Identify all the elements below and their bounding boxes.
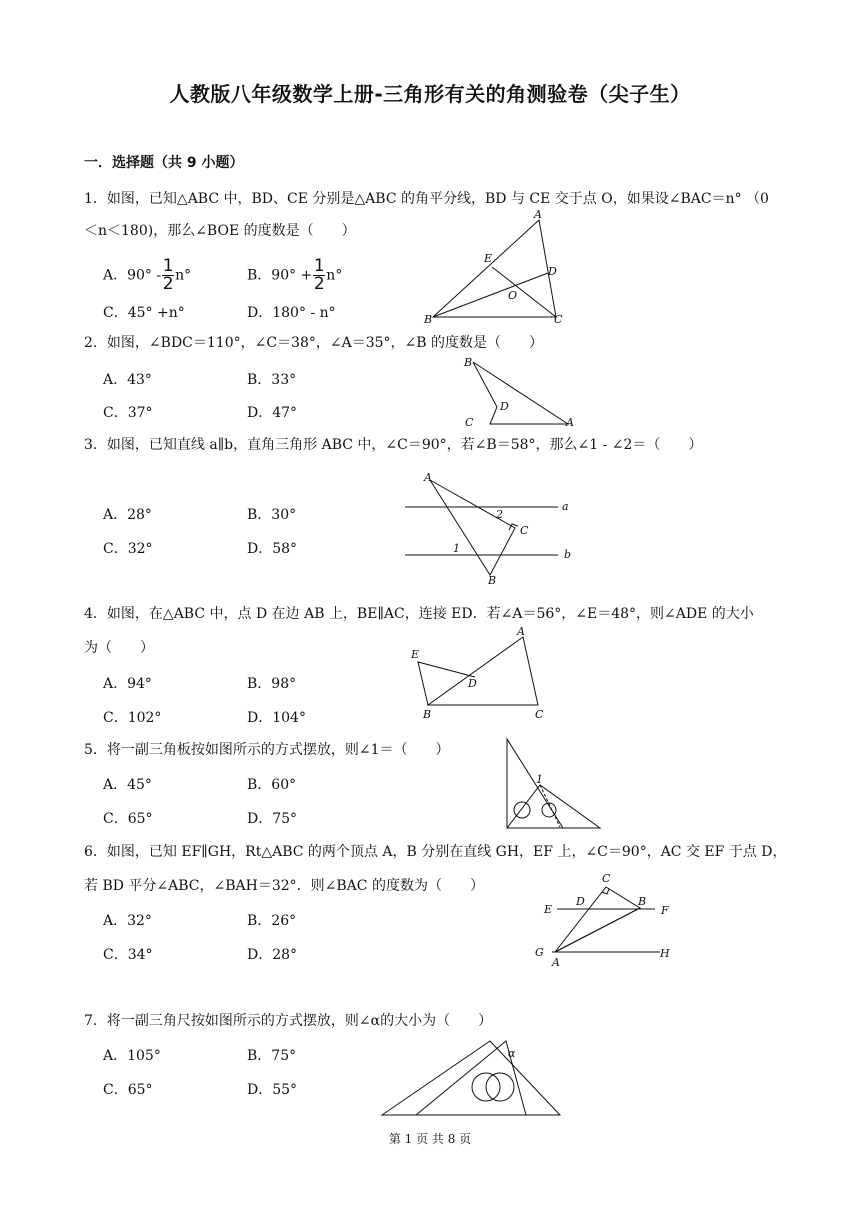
q6-label-g: G: [535, 946, 544, 959]
question-6-line-2: 若 BD 平分∠ABC，∠BAH＝32°．则∠BAC 的度数为（ ）: [84, 878, 484, 894]
q2-label-c: C: [465, 416, 474, 429]
q1-option-a: A．90° - $\frac{1}{2}$ n°: [103, 256, 192, 294]
question-7-line-1: 7．将一副三角尺按如图所示的方式摆放，则∠α的大小为（ ）: [84, 1013, 493, 1029]
q4-label-c: C: [535, 708, 544, 721]
q1-option-c: C．45° +n°: [103, 305, 185, 321]
q6-option-b: B．26°: [247, 913, 297, 929]
q5-option-d: D．75°: [247, 811, 298, 827]
q6-label-a: A: [552, 956, 560, 969]
q5-option-c: C．65°: [103, 811, 153, 827]
q2-label-d: D: [500, 400, 509, 413]
q1-label-c: C: [554, 313, 563, 326]
q3-label-a: A: [424, 471, 432, 484]
q6-figure: [530, 865, 690, 969]
question-2-line-1: 2．如图，∠BDC＝110°，∠C＝38°，∠A＝35°，∠B 的度数是（ ）: [84, 335, 543, 351]
q3-label-line-a: a: [562, 500, 569, 513]
q4-option-a: A．94°: [103, 676, 152, 692]
q4-label-d: D: [468, 677, 477, 690]
q1-label-o: O: [508, 289, 518, 302]
q6-label-b: B: [638, 895, 647, 908]
q1-figure: [420, 205, 580, 325]
q7-option-b: B．75°: [247, 1048, 297, 1064]
q2-figure: [460, 352, 580, 432]
q3-figure: [400, 470, 580, 590]
q5-figure: [500, 735, 610, 835]
page-footer: 第 1 页 共 8 页: [388, 1132, 472, 1146]
q3-option-c: C．32°: [103, 541, 153, 557]
question-3-line-1: 3．如图，已知直线 a∥b，直角三角形 ABC 中，∠C＝90°，若∠B＝58°，那么∠1 - ∠2＝（ ）: [84, 437, 703, 453]
q3-option-a: A．28°: [103, 507, 152, 523]
q1-label-d: D: [548, 265, 557, 278]
question-4-line-1: 4．如图，在△ABC 中，点 D 在边 AB 上，BE∥AC，连接 ED．若∠A＝56°，∠E＝48°，则∠ADE 的大小: [84, 606, 754, 622]
q1-label-a: A: [534, 208, 542, 221]
q7-label-alpha: α: [508, 1047, 516, 1060]
q3-label-angle-1: 1: [453, 542, 460, 555]
q6-option-d: D．28°: [247, 947, 298, 963]
q7-option-a: A．105°: [103, 1048, 161, 1064]
q3-label-line-b: b: [564, 548, 572, 561]
q6-label-h: H: [660, 947, 670, 960]
q3-label-c: C: [520, 524, 529, 537]
page-title: 人教版八年级数学上册-三角形有关的角测验卷（尖子生）: [169, 82, 691, 106]
q4-label-e: E: [411, 648, 420, 661]
q7-figure: [378, 1035, 568, 1120]
q2-label-b: B: [464, 356, 473, 369]
q7-option-d: D．55°: [247, 1082, 298, 1098]
q4-figure: [405, 622, 555, 722]
q2-option-a: A．43°: [103, 372, 152, 388]
question-6-line-1: 6．如图，已知 EF∥GH，Rt△ABC 的两个顶点 A，B 分别在直线 GH，EF 上，∠C＝90°，AC 交 EF 于点 D，: [84, 844, 787, 860]
q4-option-b: B．98°: [247, 676, 297, 692]
q3-label-b: B: [488, 574, 497, 587]
section-heading: 一．选择题（共 9 小题）: [84, 155, 244, 171]
q1-label-b: B: [424, 313, 433, 326]
q6-label-d: D: [576, 895, 585, 908]
q5-option-a: A．45°: [103, 777, 152, 793]
question-4-line-2: 为（ ）: [84, 640, 154, 656]
q1-label-e: E: [484, 252, 493, 265]
question-5-line-1: 5．将一副三角板按如图所示的方式摆放，则∠1＝（ ）: [84, 742, 450, 758]
q3-option-b: B．30°: [247, 507, 297, 523]
q6-label-e: E: [544, 903, 553, 916]
q1-option-b: B．90° + $\frac{1}{2}$ n°: [247, 256, 343, 294]
q6-option-c: C．34°: [103, 947, 153, 963]
q2-label-a: A: [566, 416, 574, 429]
q6-label-f: F: [661, 904, 669, 917]
q2-option-d: D．47°: [247, 405, 298, 421]
question-1-line-1: 1．如图，已知△ABC 中，BD、CE 分别是△ABC 的角平分线，BD 与 CE 交于点 O，如果设∠BAC＝n° （0: [84, 191, 769, 207]
question-1-line-2: ＜n＜180)，那么∠BOE 的度数是（ ）: [84, 223, 356, 239]
q7-option-c: C．65°: [103, 1082, 153, 1098]
q2-option-c: C．37°: [103, 405, 153, 421]
q2-option-b: B．33°: [247, 372, 297, 388]
q5-option-b: B．60°: [247, 777, 297, 793]
q6-label-c: C: [602, 872, 611, 885]
q3-option-d: D．58°: [247, 541, 298, 557]
q3-label-angle-2: 2: [496, 508, 503, 521]
q4-label-b: B: [423, 708, 432, 721]
q5-label-angle-1: 1: [536, 773, 543, 786]
q1-option-d: D．180° - n°: [247, 305, 336, 321]
q4-option-c: C．102°: [103, 710, 162, 726]
q4-option-d: D．104°: [247, 710, 306, 726]
q6-option-a: A．32°: [103, 913, 152, 929]
q4-label-a: A: [517, 625, 525, 638]
